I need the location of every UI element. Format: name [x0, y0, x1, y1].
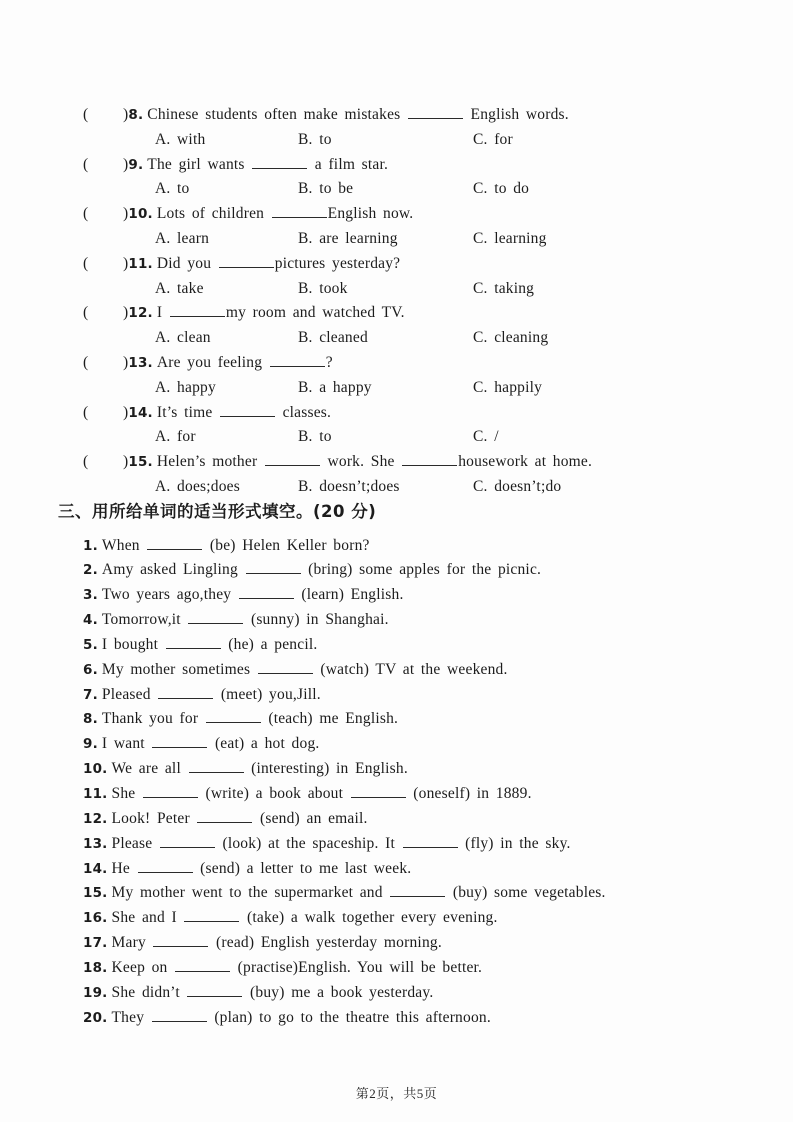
answer-blank[interactable] — [252, 156, 307, 169]
answer-blank[interactable] — [402, 453, 457, 466]
question-number: 6. — [83, 661, 98, 678]
option-a[interactable]: A. for — [155, 428, 196, 446]
options-line — [83, 277, 763, 302]
option-b[interactable]: B. a happy — [298, 378, 372, 396]
options-line — [83, 376, 763, 401]
answer-bracket[interactable]: ( — [83, 353, 89, 371]
option-c[interactable]: C. for — [473, 130, 513, 148]
answer-blank[interactable] — [152, 735, 207, 748]
answer-bracket[interactable]: ( — [83, 304, 89, 322]
question-text: Lots of children English now. — [156, 205, 414, 223]
option-c[interactable]: C. doesn’t;do — [473, 477, 562, 495]
fill-question-item — [83, 881, 763, 906]
question-number: 2. — [83, 562, 98, 579]
answer-bracket-close: ) — [123, 254, 129, 272]
question-text: I bought (he) a pencil. — [101, 635, 318, 653]
question-line — [83, 401, 763, 426]
option-a[interactable]: A. clean — [155, 329, 211, 347]
answer-bracket-close: ) — [123, 155, 129, 173]
fill-question-item — [83, 807, 763, 832]
option-b[interactable]: B. to — [298, 428, 332, 446]
section-three-heading: 三、用所给单词的适当形式填空。(20 分) — [58, 501, 377, 521]
answer-bracket-close: ) — [123, 205, 129, 223]
question-line — [83, 351, 763, 376]
mc-question-item — [83, 351, 763, 401]
option-c[interactable]: C. / — [473, 428, 499, 446]
fill-question-item — [83, 683, 763, 708]
question-number: 8. — [128, 107, 144, 123]
answer-blank[interactable] — [170, 304, 225, 317]
fill-question-item — [83, 906, 763, 931]
question-number: 14. — [128, 404, 153, 421]
question-number: 10. — [83, 761, 108, 778]
question-text: They (plan) to go to the theatre this afternoon. — [111, 1008, 491, 1026]
fill-question-item — [83, 658, 763, 683]
answer-bracket[interactable]: ( — [83, 155, 89, 173]
question-number: 10. — [128, 206, 153, 223]
answer-blank[interactable] — [175, 959, 230, 972]
options-line — [83, 128, 763, 153]
fill-question-item — [83, 1006, 763, 1031]
question-line — [83, 153, 763, 178]
answer-blank[interactable] — [206, 710, 261, 723]
answer-blank[interactable] — [197, 810, 252, 823]
page-content — [58, 103, 763, 1030]
question-line — [83, 103, 763, 128]
fill-question-item — [83, 633, 763, 658]
answer-bracket[interactable]: ( — [83, 254, 89, 272]
question-number: 8. — [83, 711, 98, 728]
question-text: She and I (take) a walk together every evening. — [111, 909, 498, 927]
question-text: Two years ago,they (learn) English. — [101, 586, 404, 604]
option-b[interactable]: B. are learning — [298, 229, 398, 247]
answer-blank[interactable] — [272, 205, 327, 218]
option-c[interactable]: C. happily — [473, 378, 543, 396]
fill-in-section — [83, 534, 763, 1031]
question-number: 13. — [83, 835, 108, 852]
fill-question-item — [83, 832, 763, 857]
question-text: My mother sometimes (watch) TV at the weekend. — [101, 660, 508, 678]
option-b[interactable]: B. to be — [298, 180, 354, 198]
multiple-choice-section — [83, 103, 763, 500]
fill-question-item — [83, 558, 763, 583]
question-number: 17. — [83, 935, 108, 952]
question-line — [83, 202, 763, 227]
fill-question-item — [83, 782, 763, 807]
page-number: 第2页，共5页 — [355, 1086, 438, 1101]
answer-blank[interactable] — [239, 586, 294, 599]
answer-blank[interactable] — [187, 984, 242, 997]
question-number: 9. — [128, 156, 144, 173]
question-line — [83, 450, 763, 475]
question-number: 7. — [83, 686, 98, 703]
answer-bracket-close: ) — [123, 403, 129, 421]
option-c[interactable]: C. learning — [473, 229, 547, 247]
question-text: Chinese students often make mistakes English words. — [147, 106, 569, 123]
options-line — [83, 326, 763, 351]
answer-blank[interactable] — [160, 835, 215, 848]
option-a[interactable]: A. learn — [155, 229, 210, 247]
question-number: 14. — [83, 860, 108, 877]
question-text: Thank you for (teach) me English. — [101, 710, 399, 728]
option-b[interactable]: B. took — [298, 279, 348, 297]
question-number: 13. — [128, 354, 153, 371]
mc-question-item — [83, 450, 763, 500]
fill-question-item — [83, 857, 763, 882]
fill-question-item — [83, 707, 763, 732]
question-text: It’s time classes. — [156, 403, 332, 421]
answer-blank[interactable] — [351, 785, 406, 798]
answer-bracket[interactable]: ( — [83, 403, 89, 421]
answer-blank[interactable] — [184, 909, 239, 922]
fill-question-item — [83, 956, 763, 981]
question-line — [83, 252, 763, 277]
option-b[interactable]: B. to — [298, 130, 332, 148]
fill-question-item — [83, 981, 763, 1006]
answer-blank[interactable] — [246, 561, 301, 574]
question-number: 18. — [83, 959, 108, 976]
question-text: She didn’t (buy) me a book yesterday. — [111, 983, 434, 1001]
question-number: 9. — [83, 736, 98, 753]
answer-bracket-close: ) — [123, 353, 129, 371]
fill-question-item — [83, 931, 763, 956]
question-text: Please (look) at the spaceship. It (fly) in the sky. — [111, 834, 571, 852]
question-number: 11. — [128, 255, 153, 272]
question-text: He (send) a letter to me last week. — [111, 859, 412, 877]
answer-blank[interactable] — [390, 884, 445, 897]
answer-bracket-close: ) — [123, 453, 129, 471]
option-a[interactable]: A. does;does — [155, 477, 240, 495]
option-a[interactable]: A. with — [155, 130, 206, 148]
question-text: Did you pictures yesterday? — [156, 254, 401, 272]
mc-question-item — [83, 153, 763, 203]
question-number: 15. — [128, 454, 153, 471]
question-number: 3. — [83, 587, 98, 604]
answer-blank[interactable] — [408, 106, 463, 119]
answer-blank[interactable] — [219, 255, 274, 268]
fill-question-item — [83, 757, 763, 782]
question-number: 11. — [83, 785, 108, 802]
option-c[interactable]: C. cleaning — [473, 329, 549, 347]
answer-blank[interactable] — [270, 354, 325, 367]
question-number: 1. — [83, 537, 98, 554]
question-text: She (write) a book about (oneself) in 1889. — [111, 784, 532, 802]
option-b[interactable]: B. doesn’t;does — [298, 477, 400, 495]
option-c[interactable]: C. taking — [473, 279, 535, 297]
fill-question-item — [83, 534, 763, 559]
question-text: The girl wants a film star. — [147, 155, 389, 173]
option-b[interactable]: B. cleaned — [298, 329, 368, 347]
question-line — [83, 301, 763, 326]
answer-blank[interactable] — [265, 453, 320, 466]
question-text: Mary (read) English yesterday morning. — [111, 934, 442, 952]
question-number: 12. — [83, 810, 108, 827]
answer-blank[interactable] — [166, 636, 221, 649]
question-text: I want (eat) a hot dog. — [101, 735, 320, 753]
question-text: I my room and watched TV. — [156, 304, 405, 322]
question-text: Pleased (meet) you,Jill. — [101, 685, 321, 703]
mc-question-item — [83, 301, 763, 351]
answer-blank[interactable] — [258, 661, 313, 674]
option-a[interactable]: A. to — [155, 180, 190, 198]
mc-question-item — [83, 103, 763, 153]
answer-blank[interactable] — [138, 860, 193, 873]
question-text: Tomorrow,it (sunny) in Shanghai. — [101, 611, 389, 629]
answer-bracket-close: ) — [123, 304, 129, 322]
question-text: Amy asked Lingling (bring) some apples for the picnic. — [101, 561, 542, 579]
options-line — [83, 227, 763, 252]
question-number: 15. — [83, 885, 108, 902]
answer-blank[interactable] — [403, 835, 458, 848]
answer-bracket[interactable]: ( — [83, 453, 89, 471]
answer-blank[interactable] — [147, 537, 202, 550]
answer-blank[interactable] — [152, 1009, 207, 1022]
answer-bracket-close: ) — [123, 106, 129, 123]
options-line — [83, 177, 763, 202]
option-c[interactable]: C. to do — [473, 180, 530, 198]
options-line — [83, 475, 763, 500]
question-number: 19. — [83, 984, 108, 1001]
question-number: 4. — [83, 612, 98, 629]
answer-blank[interactable] — [143, 785, 198, 798]
answer-blank[interactable] — [188, 611, 243, 624]
fill-question-item — [83, 583, 763, 608]
question-number: 20. — [83, 1009, 108, 1026]
question-number: 12. — [128, 305, 153, 322]
question-text: My mother went to the supermarket and (buy) some vegetables. — [111, 884, 606, 902]
question-text: Are you feeling ? — [156, 353, 333, 371]
mc-question-item — [83, 252, 763, 302]
option-a[interactable]: A. happy — [155, 378, 216, 396]
fill-question-item — [83, 732, 763, 757]
answer-blank[interactable] — [153, 934, 208, 947]
answer-blank[interactable] — [189, 760, 244, 773]
answer-bracket[interactable]: ( — [83, 106, 89, 123]
question-text: Helen’s mother work. She housework at home. — [156, 453, 593, 471]
option-a[interactable]: A. take — [155, 279, 204, 297]
mc-question-item — [83, 401, 763, 451]
answer-bracket[interactable]: ( — [83, 205, 89, 223]
fill-question-item — [83, 608, 763, 633]
question-number: 5. — [83, 636, 98, 653]
options-line — [83, 425, 763, 450]
mc-question-item — [83, 202, 763, 252]
question-text: When (be) Helen Keller born? — [101, 536, 370, 554]
question-text: We are all (interesting) in English. — [111, 760, 408, 778]
question-number: 16. — [83, 910, 108, 927]
answer-blank[interactable] — [220, 404, 275, 417]
question-text: Look! Peter (send) an email. — [111, 809, 368, 827]
question-text: Keep on (practise)English. You will be better. — [111, 958, 483, 976]
answer-blank[interactable] — [158, 686, 213, 699]
